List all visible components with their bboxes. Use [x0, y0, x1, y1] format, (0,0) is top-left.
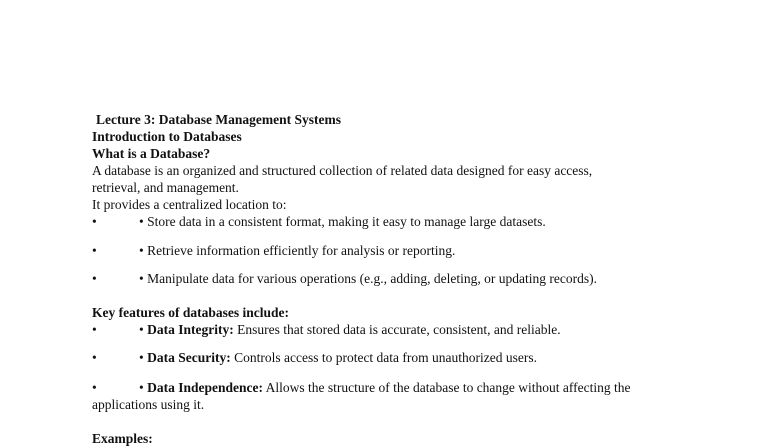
feature-item-independence: [139, 379, 631, 396]
feature-prefix: •: [139, 322, 148, 337]
feature-label: Data Independence:: [147, 380, 263, 395]
bullet-marker: •: [92, 350, 97, 365]
bullet-marker: •: [92, 380, 97, 395]
provides-intro: It provides a centralized location to:: [92, 197, 287, 212]
feature-text: Controls access to protect data from unauthorized users.: [230, 350, 537, 365]
lecture-title: Lecture 3: Database Management Systems: [96, 112, 341, 127]
bullet-marker: •: [92, 214, 97, 229]
bullet-marker: •: [92, 322, 97, 337]
list-item: • Store data in a consistent format, making it easy to manage large datasets.: [139, 214, 546, 229]
question-heading: What is a Database?: [92, 146, 211, 161]
bullet-marker: •: [92, 271, 97, 286]
feature-prefix: •: [139, 380, 148, 395]
features-heading: Key features of databases include:: [92, 305, 289, 320]
feature-item-integrity: [139, 321, 561, 338]
feature-text: Ensures that stored data is accurate, consistent, and reliable.: [233, 322, 561, 337]
examples-heading: Examples:: [92, 431, 153, 446]
feature-label: Data Security:: [147, 350, 231, 365]
definition-line-1: A database is an organized and structured collection of related data designed for easy access,: [92, 163, 593, 178]
definition-line-2: retrieval, and management.: [92, 180, 239, 195]
feature-label: Data Integrity:: [147, 322, 234, 337]
list-item: • Manipulate data for various operations (e.g., adding, deleting, or updating records).: [139, 271, 597, 286]
list-item: • Retrieve information efficiently for analysis or reporting.: [139, 243, 456, 258]
feature-prefix: •: [139, 350, 148, 365]
feature-item-security: [139, 349, 537, 366]
feature-text: Allows the structure of the database to change without affecting the: [263, 380, 631, 395]
bullet-marker: •: [92, 243, 97, 258]
feature-continuation: applications using it.: [92, 397, 205, 412]
section-title: Introduction to Databases: [92, 129, 242, 144]
